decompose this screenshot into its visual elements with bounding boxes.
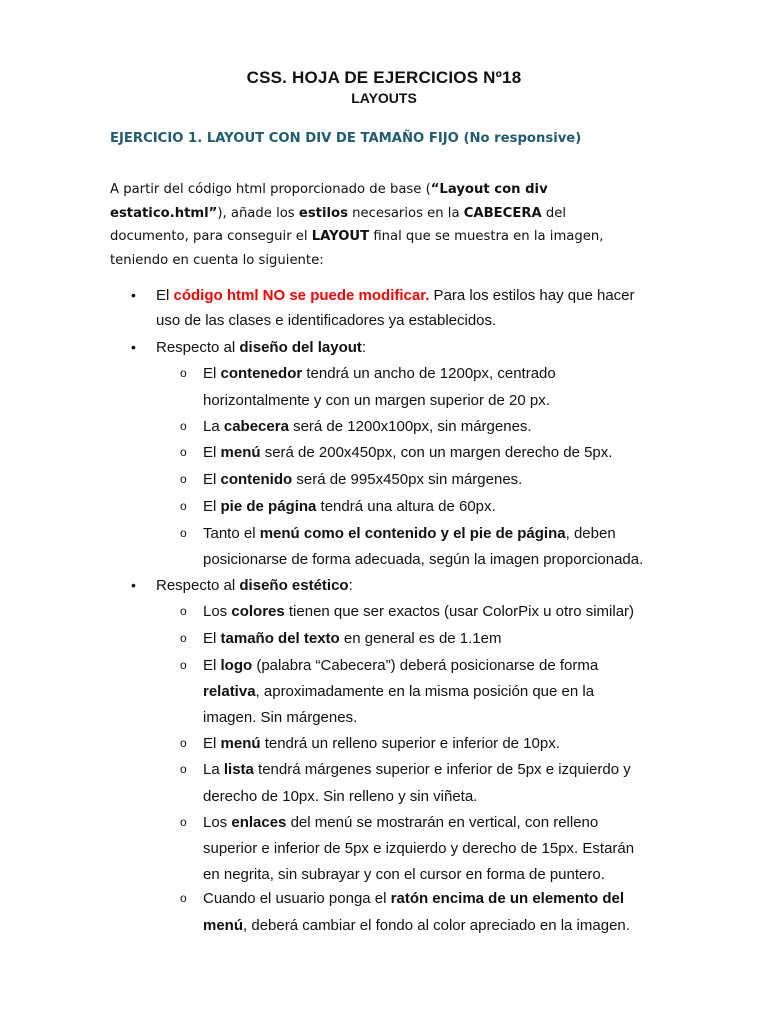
bullet-item <box>0 312 496 329</box>
document-title: CSS. HOJA DE EJERCICIOS Nº18 <box>246 68 522 87</box>
text-run: en negrita, sin subrayar y con el cursor en forma de puntero. <box>203 866 605 883</box>
emphasis-text: cabecera <box>223 418 289 435</box>
text-run: , deberá cambiar el fondo al color apreciado en la imagen. <box>243 917 630 934</box>
sub-bullet-item <box>0 471 522 488</box>
text-run: final que se muestra en la imagen, <box>369 229 604 244</box>
bullet-item <box>0 577 353 594</box>
text-run: A partir del código html proporcionado de base ( <box>110 182 431 197</box>
text-run: , aproximadamente en la misma posición que en la <box>255 683 595 700</box>
text-run: El <box>203 630 221 647</box>
sub-bullet-item <box>0 418 532 435</box>
sub-bullet-item <box>0 814 598 831</box>
sub-bullet-marker: o <box>180 815 187 829</box>
bullet-marker: • <box>131 577 136 593</box>
text-run: : <box>348 577 353 594</box>
emphasis-text: menú <box>203 917 244 934</box>
sub-bullet-item <box>0 525 616 542</box>
text-run: : <box>361 339 367 356</box>
emphasis-text: LAYOUT <box>311 229 370 244</box>
text-run: superior e inferior de 5px e izquierdo y derecho de 15px. Estarán <box>203 840 635 857</box>
text-run: uso de las clases e identificadores ya establecidos. <box>156 312 497 329</box>
sub-bullet-marker: o <box>180 499 187 513</box>
text-run: en general es de 1.1em <box>339 630 502 647</box>
sub-bullet-item <box>0 917 630 934</box>
text-run: Los <box>203 814 232 831</box>
sub-bullet-item <box>0 709 357 726</box>
sub-bullet-item <box>0 761 631 778</box>
emphasis-text: colores <box>231 603 285 620</box>
text-run: imagen. Sin márgenes. <box>203 709 358 726</box>
bullet-marker: • <box>131 287 136 303</box>
sub-bullet-item <box>0 788 477 805</box>
emphasis-text: ratón encima de un elemento del <box>390 890 625 907</box>
emphasis-text: contenido <box>220 471 293 488</box>
sub-bullet-marker: o <box>180 762 187 776</box>
intro-line <box>110 178 670 202</box>
text-run: tendrá una altura de 60px. <box>316 498 496 515</box>
sub-bullet-marker: o <box>180 445 187 459</box>
sub-bullet-marker: o <box>180 526 187 540</box>
emphasis-text: estilos <box>298 205 348 221</box>
document-subtitle: LAYOUTS <box>351 90 417 106</box>
exercise-heading: EJERCICIO 1. LAYOUT CON DIV DE TAMAÑO FIJO (No responsive) <box>110 131 582 146</box>
emphasis-text: “Layout con div <box>430 182 548 197</box>
emphasis-text: menú como el contenido y el pie de página <box>259 525 566 542</box>
sub-bullet-item <box>0 603 634 620</box>
text-run: del menú se mostrarán en vertical, con relleno <box>286 814 599 831</box>
sub-bullet-item <box>0 735 560 752</box>
bullet-marker: • <box>131 339 136 355</box>
emphasis-text: estatico.html” <box>110 205 218 221</box>
text-run: será de 200x450px, con un margen derecho de 5px. <box>260 444 613 461</box>
text-run: tendrá un ancho de 1200px, centrado <box>302 365 556 382</box>
sub-bullet-marker: o <box>180 891 187 905</box>
emphasis-text: tamaño del texto <box>220 630 340 647</box>
sub-bullet-marker: o <box>180 472 187 486</box>
text-run: horizontalmente y con un margen superior de 20 px. <box>203 392 550 409</box>
intro-paragraph <box>110 178 670 272</box>
intro-line <box>110 249 670 273</box>
text-run: necesarios en la <box>347 205 464 221</box>
text-run: será de 995x450px sin márgenes. <box>292 471 523 488</box>
text-run: El <box>156 287 174 304</box>
text-run: El <box>203 498 221 515</box>
text-run: documento, para conseguir el <box>110 229 312 244</box>
text-run: del <box>541 205 567 221</box>
sub-bullet-item <box>0 365 556 382</box>
text-run: La <box>203 418 224 435</box>
text-run: tendrá un relleno superior e inferior de 10px. <box>260 735 560 752</box>
text-run: (palabra “Cabecera”) deberá posicionarse de forma <box>252 657 599 674</box>
sub-bullet-marker: o <box>180 631 187 645</box>
text-run: teniendo en cuenta lo siguiente: <box>110 252 324 268</box>
sub-bullet-item <box>0 551 643 568</box>
text-run: El <box>203 365 221 382</box>
text-run: Para los estilos hay que hacer <box>429 287 635 304</box>
sub-bullet-item <box>0 498 496 515</box>
sub-bullet-marker: o <box>180 658 187 672</box>
sub-bullet-item <box>0 890 624 907</box>
emphasis-text: enlaces <box>231 814 287 831</box>
intro-line <box>110 202 670 226</box>
sub-bullet-marker: o <box>180 419 187 433</box>
emphasis-text: pie de página <box>220 498 317 515</box>
text-run: tendrá márgenes superior e inferior de 5px e izquierdo y <box>253 761 631 778</box>
text-run: posicionarse de forma adecuada, según la imagen proporcionada. <box>203 551 644 568</box>
text-run: El <box>203 657 221 674</box>
emphasis-text: contenedor <box>220 365 303 382</box>
text-run: El <box>203 444 221 461</box>
text-run: El <box>203 735 221 752</box>
text-run: La <box>203 761 224 778</box>
sub-bullet-item <box>0 840 634 857</box>
text-run: Cuando el usuario ponga el <box>203 890 391 907</box>
emphasis-text: menú <box>220 735 261 752</box>
text-run: El <box>203 471 221 488</box>
sub-bullet-item <box>0 683 594 700</box>
text-run: Respecto al <box>156 339 240 356</box>
emphasis-text: diseño estético <box>239 577 349 594</box>
sub-bullet-item <box>0 392 550 409</box>
sub-bullet-item <box>0 630 501 647</box>
text-run: , deben <box>565 525 616 542</box>
sub-bullet-marker: o <box>180 366 187 380</box>
emphasis-text: relativa <box>203 683 256 700</box>
sub-bullet-item <box>0 657 598 674</box>
emphasis-text: código html NO se puede modificar. <box>173 287 430 304</box>
text-run: Respecto al <box>156 577 240 594</box>
sub-bullet-item <box>0 444 612 461</box>
emphasis-text: logo <box>220 657 253 674</box>
text-run: ), añade los <box>217 205 299 221</box>
emphasis-text: lista <box>223 761 254 778</box>
intro-line <box>110 225 670 249</box>
bullet-item <box>0 287 635 304</box>
sub-bullet-marker: o <box>180 604 187 618</box>
bullet-item <box>0 339 366 356</box>
text-run: será de 1200x100px, sin márgenes. <box>288 418 532 435</box>
text-run: Tanto el <box>203 525 260 542</box>
emphasis-text: CABECERA <box>463 205 542 221</box>
sub-bullet-marker: o <box>180 736 187 750</box>
sub-bullet-item <box>0 866 605 883</box>
text-run: Los <box>203 603 232 620</box>
text-run: derecho de 10px. Sin relleno y sin viñeta. <box>203 788 478 805</box>
emphasis-text: menú <box>220 444 261 461</box>
text-run: tienen que ser exactos (usar ColorPix u otro similar) <box>284 603 635 620</box>
emphasis-text: diseño del layout <box>239 339 362 356</box>
